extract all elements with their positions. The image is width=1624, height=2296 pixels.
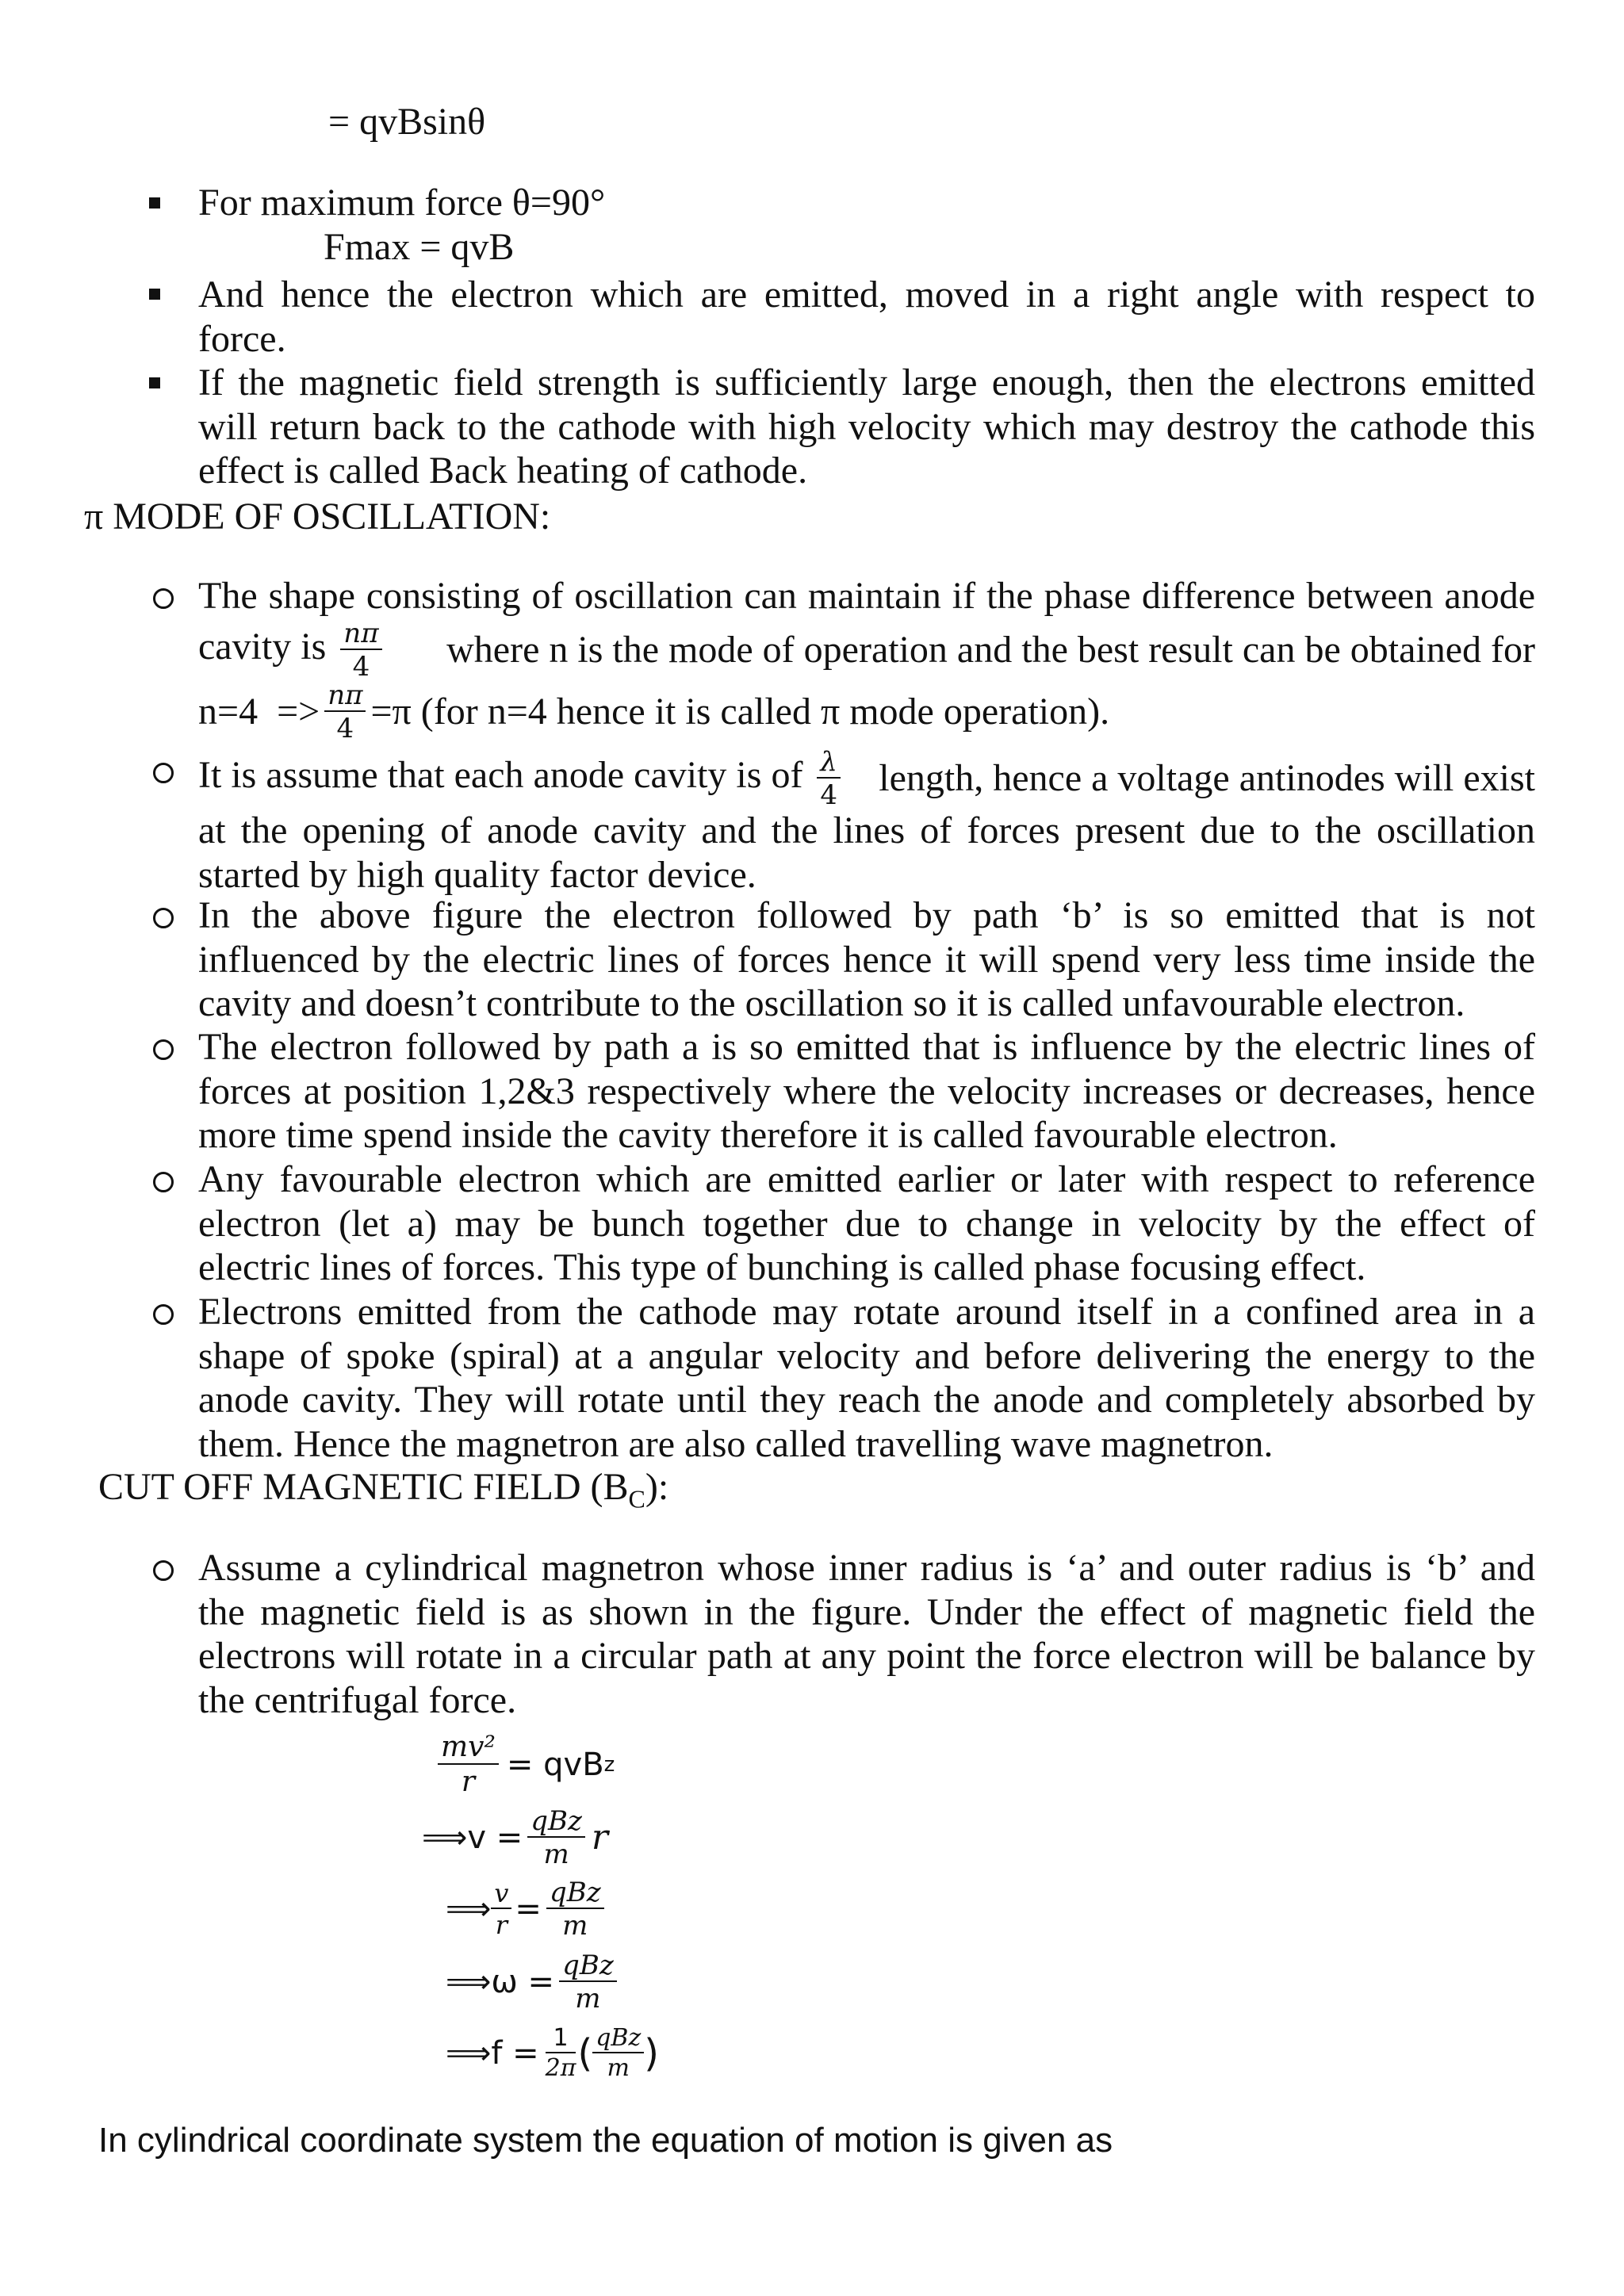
circle-bullet-icon — [153, 1304, 174, 1325]
square-bullet-icon — [149, 377, 160, 388]
circle-bullet-icon — [153, 908, 174, 928]
circle-bullet-icon — [153, 1039, 174, 1060]
pi-mode-item-1-line-3: n=4 => $\frac{n\pi}{4}$ =π (for n=4 hence it is called π mode operation). — [198, 679, 1110, 744]
cutoff-heading: CUT OFF MAGNETIC FIELD $(B_C)$: — [98, 1466, 669, 1513]
equation-omega: ⟹ω = $\frac{\text{qBz}}{m}$ — [446, 1952, 622, 2012]
pi-mode-item-travelling-wave: Electrons emitted from the cathode may rotate around itself in a confined area in a shape of spoke (spiral) at a angular velocity and before delivering the energy to the anode cavity. They will rotate until they reach the anode and completely absorbed by them. Hence the magnetron are also called travelling wave magnetron. — [198, 1291, 1535, 1465]
equation-frequency: ⟹f = $\frac{1}{2\pi}$ ( $\frac{\text{qBz}}{m}$ ) — [446, 2024, 659, 2082]
fmax-formula: Fmax = qvB — [324, 226, 515, 268]
footer-sentence: In cylindrical coordinate system the equation of motion is given as — [98, 2121, 1113, 2160]
equation-velocity: ⟹v = $\frac{\text{qBz}}{m}$ r — [422, 1805, 608, 1870]
circle-bullet-icon — [153, 1560, 174, 1581]
pi-mode-item-1-line-2: cavity is $\frac{n\pi}{4}$ where n is the mode of operation and the best result can be obtained for — [198, 618, 1535, 683]
pi-mode-item-phase-focusing: Any favourable electron which are emitted earlier or later with respect to reference electron (let a) may be bunch together due to change in velocity by the effect of electric lines of forces. This type of bunching is called phase focusing effect. — [198, 1158, 1535, 1288]
circle-bullet-icon — [153, 1172, 174, 1192]
cutoff-item: Assume a cylindrical magnetron whose inner radius is ‘a’ and outer radius is ‘b’ and the magnetic field is as shown in the figure. Under the effect of magnetic field the electrons will rotate in a circular path at any point the force electron will be balance by the centrifugal force. — [198, 1547, 1535, 1721]
bullet-right-angle: And hence the electron which are emitted, moved in a right angle with respect to force. — [198, 274, 1535, 360]
equation-force-balance: $\frac{\text{mv²}}{r}$ = qvB z — [438, 1733, 615, 1797]
pi-mode-item-1: The shape consisting of oscillation can maintain if the phase difference between anode — [198, 575, 1535, 617]
n-pi-over-4-fraction: $\frac{n\pi}{4}$ — [340, 620, 381, 680]
bullet-max-force: For maximum force θ=90° — [198, 182, 606, 224]
pi-mode-heading: π MODE OF OSCILLATION: — [84, 496, 551, 538]
formula-line — [328, 100, 485, 144]
bullet-back-heating: If the magnetic field strength is sufficiently large enough, then the electrons emitted will return back to the cathode with high velocity which may destroy the cathode this effect is called Back heating of cathode. — [198, 362, 1535, 492]
square-bullet-icon — [149, 197, 160, 209]
formula-text: = qvBsinθ — [328, 101, 486, 143]
circle-bullet-icon — [153, 763, 174, 783]
lambda-over-4-fraction: $\frac{\lambda}{4}$ — [817, 748, 841, 809]
equation-v-over-r: ⟹ $\frac{v}{r}$ = $\frac{\text{qBz}}{m}$ — [446, 1879, 609, 1939]
pi-mode-item-2-line-1: It is assume that each anode cavity is of $\frac{\lambda}{4}$ length, hence a voltage antinodes will exist — [198, 746, 1535, 811]
pi-mode-item-2-rest: at the opening of anode cavity and the lines of forces present due to the oscillation started by high quality factor device. — [198, 809, 1535, 896]
pi-mode-item-unfavourable: In the above figure the electron followed by path ‘b’ is so emitted that is not influenced by the electric lines of forces hence it will spend very less time inside the cavity and doesn’t contribute to the oscillation so it is called unfavourable electron. — [198, 894, 1535, 1024]
circle-bullet-icon — [153, 588, 174, 609]
square-bullet-icon — [149, 289, 160, 300]
pi-mode-item-favourable: The electron followed by path a is so emitted that is influence by the electric lines of forces at position 1,2&3 respectively where the velocity increases or decreases, hence more time spend inside the cavity therefore it is called favourable electron. — [198, 1026, 1535, 1156]
n-pi-over-4-fraction: $\frac{n\pi}{4}$ — [324, 682, 366, 742]
